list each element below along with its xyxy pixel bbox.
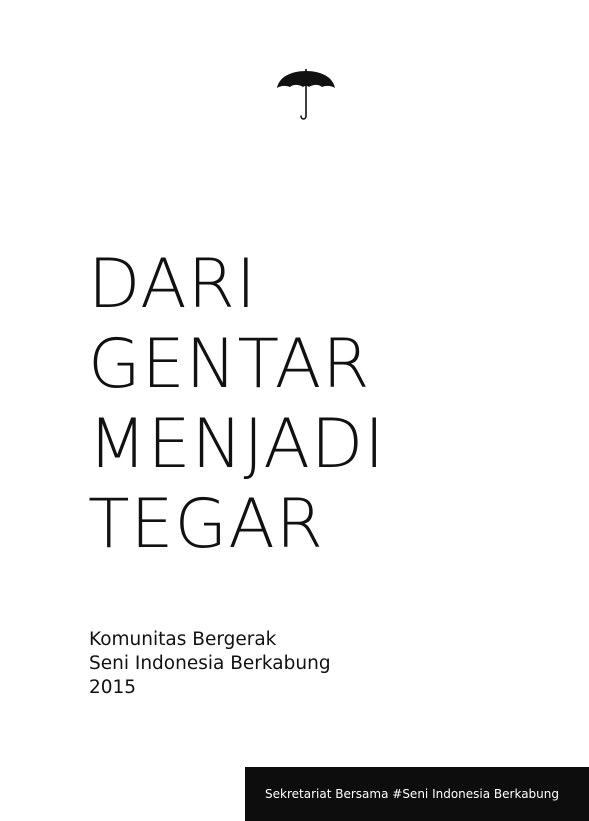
title-line: TEGAR <box>88 485 324 564</box>
umbrella-icon <box>276 69 336 123</box>
title-line: DARI <box>88 245 257 324</box>
author-block <box>89 628 331 700</box>
footer-bar <box>245 767 589 821</box>
title-line: GENTAR <box>88 325 371 404</box>
author-line: Seni Indonesia Berkabung <box>89 653 331 674</box>
footer-text: Sekretariat Bersama #Seni Indonesia Berkabung <box>265 787 559 801</box>
author-line: Komunitas Bergerak <box>89 629 277 650</box>
publication-year: 2015 <box>89 677 137 698</box>
book-title <box>88 245 385 565</box>
title-line: MENJADI <box>88 405 386 484</box>
